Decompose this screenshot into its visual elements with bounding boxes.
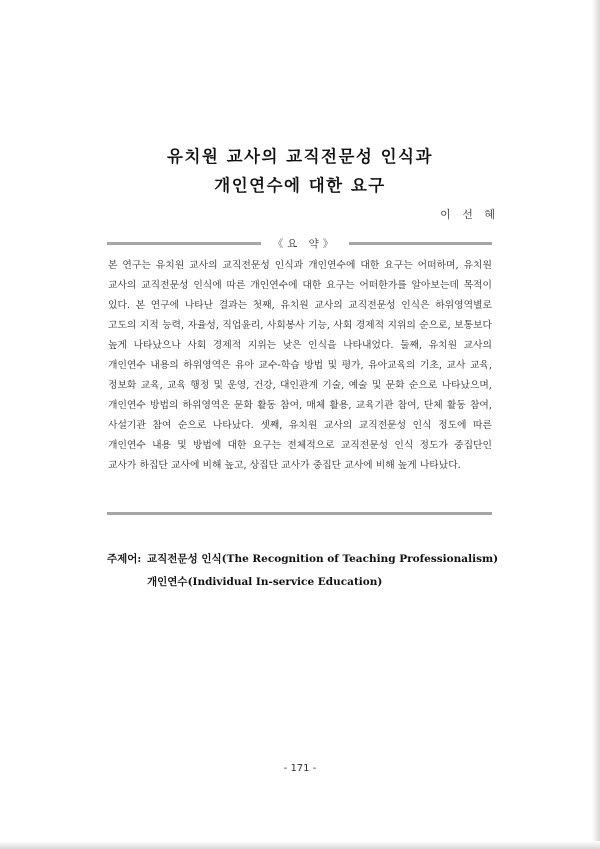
page-edge-shadow-bottom [0, 841, 600, 849]
author-name: 이 선 혜 [440, 208, 499, 221]
paper-title-line-2: 개인연수에 대한 요구 [214, 176, 386, 195]
page-number: - 171 - [283, 763, 317, 774]
paper-title-line-1: 유치원 교사의 교직전문성 인식과 [167, 147, 433, 166]
keyword-item: 교직전문성 인식(The Recognition of Teaching Professionalism) [147, 553, 499, 565]
abstract-bottom-rule [107, 512, 492, 515]
abstract-top-rule-right [349, 242, 492, 245]
abstract-body: 본 연구는 유치원 교사의 교직전문성 인식과 개인연수에 대한 요구는 어떠하며, 유치원 교사의 교직전문성 인식에 따른 개인연수에 대한 요구는 어떠한가를 알아보는데 목적이 있다. 본 연구에 나타난 결과는 첫째, 유치원 교사의 교직전문성 인식은 하위영역별로 고도의 지적 능력, 자율성, 직업윤리, 사회봉사 기능, 사회 경제적 지위의 순으로, 보통보다 높게 나타났으나 사회 경제적 지위는 낮은 인식을 나타내었다. 둘째, 유치원 교사의 개인연수 내용의 하위영역은 유아 교수-학습 방법 및 평가, 유아교육의 기초, 교사 교육, 정보화 교육, 교육 행정 및 운영, 건강, 대인관계 기술, 예술 및 문화 순으로 나타났으며, 개인연수 방법의 하위영역은 문화 활동 참여, 매체 활용, 교육기관 참여, 단체 활동 참여, 사설기관 참여 순으로 나타났다. 셋째, 유치원 교사의 교직전문성 인식 정도에 따른 개인연수 내용 및 방법에 대한 요구는 전체적으로 교직전문성 인식 정도가 중집단인 교사가 하집단 교사에 비해 높고, 상집단 교사가 중집단 교사에 비해 높게 나타났다. [108, 260, 492, 471]
abstract-heading: 《요 약》 [272, 238, 338, 250]
abstract-top-rule-left [107, 242, 261, 245]
keyword-item: 개인연수(Individual In-service Education) [147, 576, 383, 588]
keywords-label: 주제어: [107, 553, 142, 565]
page-edge-shadow [592, 0, 600, 849]
